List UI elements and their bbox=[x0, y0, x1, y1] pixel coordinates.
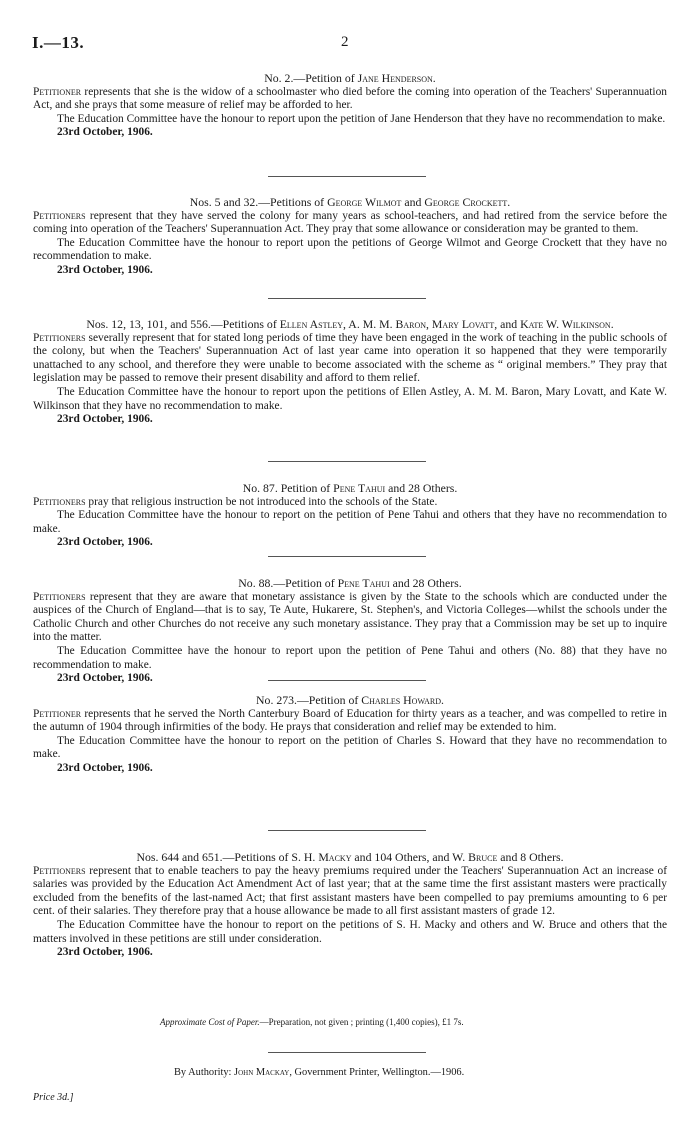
petition-section bbox=[33, 72, 667, 140]
section-divider bbox=[268, 461, 426, 462]
section-divider bbox=[268, 176, 426, 177]
committee-report: The Education Committee have the honour to report on the petition of Charles S. Howard that they have no recommendation to make. bbox=[33, 734, 667, 761]
committee-report: The Education Committee have the honour to report upon the petition of Jane Henderson that they have no recommendation to make. bbox=[57, 112, 666, 125]
petition-title: No. 88.—Petition of Pene Tahui and 28 Others. bbox=[238, 576, 462, 590]
report-date: 23rd October, 1906. bbox=[57, 413, 153, 426]
footer-divider bbox=[268, 1052, 426, 1053]
committee-report: The Education Committee have the honour to report upon the petitions of George Wilmot and George Crockett that they have no recommendation to make. bbox=[33, 236, 667, 263]
page-number: 2 bbox=[341, 34, 349, 50]
section-divider bbox=[268, 830, 426, 831]
cost-note: Approximate Cost of Paper.—Preparation, not given ; printing (1,400 copies), £1 7s. bbox=[160, 1017, 464, 1027]
petition-body: Petitioners severally represent that for stated long periods of time they have been engaged in the work of teaching in the public schools of the colony, but when the Teachers' Superannuation Act of last year came into operation it so happened that they were temporarily unattached to any school, and therefore they were unable to become associated with the scheme as “ original members.” They pray that legislation may be passed to remove their present disability and afford to them relief. bbox=[33, 331, 667, 385]
report-date: 23rd October, 1906. bbox=[57, 761, 153, 774]
section-divider bbox=[268, 556, 426, 557]
petition-body: Petitioners pray that religious instruction be not introduced into the schools of the State. bbox=[33, 495, 438, 508]
report-date: 23rd October, 1906. bbox=[57, 263, 153, 276]
section-divider bbox=[268, 680, 426, 681]
committee-report: The Education Committee have the honour to report on the petition of Pene Tahui and others that they have no recommendation to make. bbox=[33, 509, 667, 535]
petition-section bbox=[33, 851, 667, 960]
price-note: Price 3d.] bbox=[33, 1092, 74, 1103]
committee-report: The Education Committee have the honour to report on the petitions of S. H. Macky and others and W. Bruce and others that the matters involved in these petitions are still under consideration. bbox=[33, 918, 667, 945]
paper-reference: I.—13. bbox=[32, 33, 85, 52]
report-date: 23rd October, 1906. bbox=[57, 126, 153, 139]
committee-report: The Education Committee have the honour to report upon the petitions of Ellen Astley, A. M. M. Baron, Mary Lovatt, and Kate W. Wilkinson that they have no recommendation to make. bbox=[33, 385, 667, 412]
petition-title: Nos. 12, 13, 101, and 556.—Petitions of Ellen Astley, A. M. M. Baron, Mary Lovatt, and Kate W. Wilkinson. bbox=[86, 317, 614, 331]
petition-body: Petitioner represents that he served the North Canterbury Board of Education for thirty years as a teacher, and was compelled to retire in the autumn of 1904 through infirmities of the body. He prays that consideration and relief may be extended to him. bbox=[33, 707, 667, 734]
petition-section bbox=[33, 196, 667, 278]
petition-section bbox=[33, 694, 667, 776]
petition-body: Petitioners represent that to enable teachers to pay the heavy premiums required under the Teachers' Superannuation Act an increase of salaries was provided by the Education Act Amendment Act of last year; that at the same time the first assistant masters were practically excluded from the benefits of the last-named Act; that first assistant masters have been compelled to pay premiums amounting to 6 per cent. of their salaries. They therefore pray that a house allowance be made to all first assistant masters of grade 12. bbox=[33, 864, 667, 918]
petition-title: Nos. 5 and 32.—Petitions of George Wilmot and George Crockett. bbox=[189, 195, 511, 209]
petition-body: Petitioners represent that they have served the colony for many years as school-teachers, and had retired from the service before the coming into operation of the Teachers' Superannuation Act. They pray that some allowance or consideration may be granted to them. bbox=[33, 209, 667, 236]
petition-section bbox=[33, 318, 667, 427]
petition-title: No. 273.—Petition of Charles Howard. bbox=[256, 693, 444, 707]
report-date: 23rd October, 1906. bbox=[57, 536, 153, 549]
printer-authority: By Authority: John Mackay, Government Printer, Wellington.—1906. bbox=[174, 1067, 465, 1078]
petition-body: Petitioners represent that they are aware that monetary assistance is given by the State to the schools which are conducted under the auspices of the Church of England—that is to say, Te Aute, Hukarere, St. Stephen's, and Victoria Colleges—whilst the schools under the Catholic Church and other Churches do not receive any such monetary assistance. They pray that a Commission may be set up to inquire into the matter. bbox=[33, 590, 667, 644]
petition-title: No. 2.—Petition of Jane Henderson. bbox=[264, 71, 436, 85]
petition-body: Petitioner represents that she is the widow of a schoolmaster who died before the coming into operation of the Teachers' Superannuation Act, and she prays that some measure of relief may be afforded to her. bbox=[33, 85, 667, 112]
committee-report: The Education Committee have the honour to report upon the petition of Pene Tahui and others (No. 88) that they have no recommendation to make. bbox=[33, 644, 667, 671]
section-divider bbox=[268, 298, 426, 299]
petition-section bbox=[33, 482, 667, 550]
petition-title: No. 87. Petition of Pene Tahui and 28 Others. bbox=[242, 481, 458, 495]
report-date: 23rd October, 1906. bbox=[57, 672, 153, 685]
report-date: 23rd October, 1906. bbox=[57, 946, 153, 959]
petition-section bbox=[33, 577, 667, 686]
petition-title: Nos. 644 and 651.—Petitions of S. H. Macky and 104 Others, and W. Bruce and 8 Others. bbox=[136, 850, 564, 864]
